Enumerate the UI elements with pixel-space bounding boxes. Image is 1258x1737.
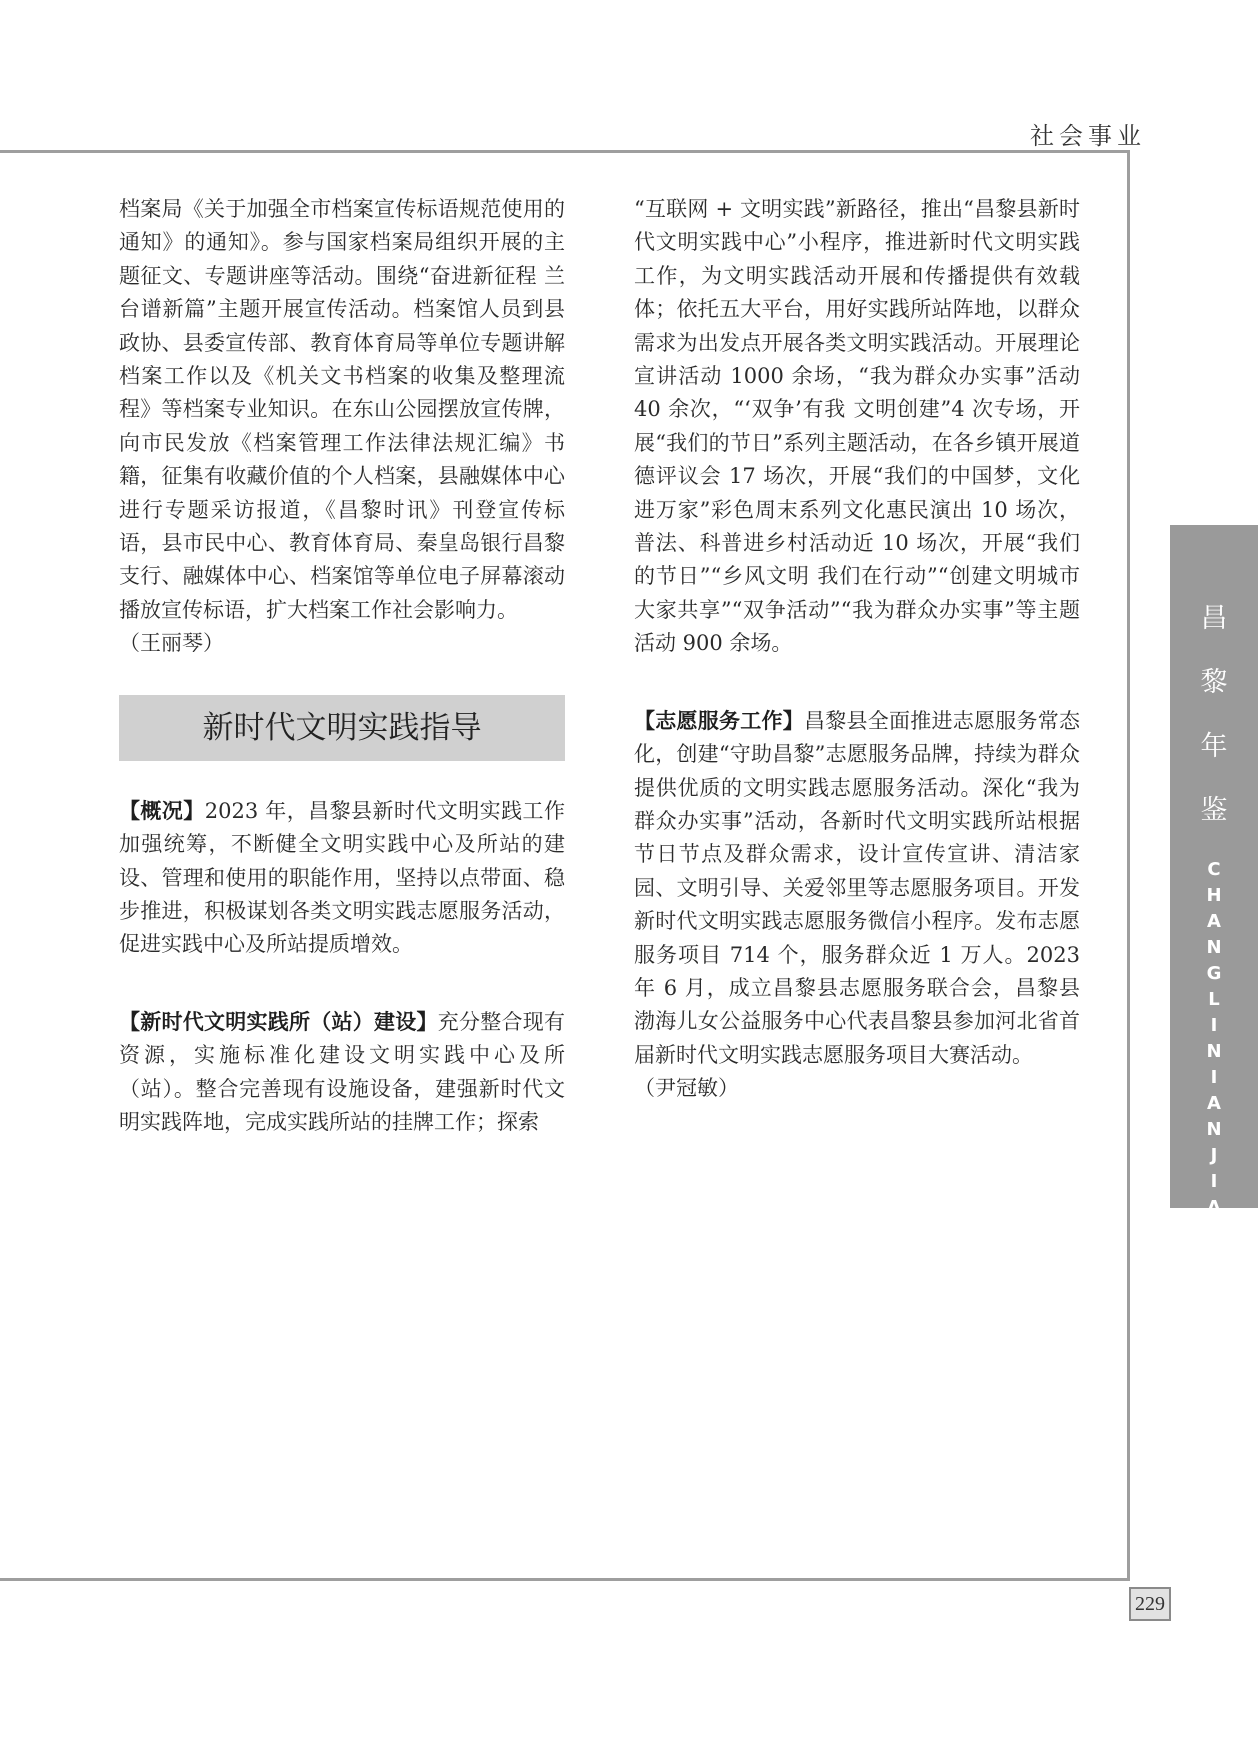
frame-top-rule: [0, 150, 1130, 153]
overview-paragraph: [119, 795, 565, 962]
side-tab-letter: G: [1206, 963, 1222, 984]
running-header-section-title: 社会事业: [1030, 122, 1146, 150]
author-credit: （尹冠敏）: [634, 1076, 739, 1101]
side-tab-chinese-title: [1170, 525, 1258, 843]
archive-publicity-paragraph: 档案局《关于加强全市档案宣传标语规范使用的通知》的通知》。参与国家档案局组织开展的主题征文、专题讲座等活动。围绕“奋进新征程 兰台谱新篇”主题开展宣传活动。档案馆人员到县政协、县委宣传部、教育体育局等单位专题讲解档案工作以及《机关文书档案的收集及整理流程》等档案专业知识。在东山公园摆放宣传牌，向市民发放《档案管理工作法律法规汇编》书籍，征集有收藏价值的个人档案，县融媒体中心进行专题采访报道，《昌黎时讯》刊登宣传标语，县市民中心、教育体育局、秦皇岛银行昌黎支行、融媒体中心、档案馆等单位电子屏幕滚动播放宣传标语，扩大档案工作社会影响力。: [119, 197, 565, 622]
side-tab-letter: I: [1210, 1171, 1218, 1192]
right-text-column: [634, 193, 1080, 1106]
side-tab-letter: N: [1206, 1119, 1222, 1140]
frame-bottom-rule: [0, 1578, 1130, 1581]
page-number: 229: [1129, 1587, 1171, 1621]
side-tab-char: 鉴: [1200, 795, 1228, 826]
construction-label: 【新时代文明实践所（站）建设】: [119, 1009, 438, 1034]
author-credit: （王丽琴）: [119, 631, 224, 656]
side-tab-char: 年: [1200, 731, 1228, 762]
section-heading: 新时代文明实践指导: [119, 695, 565, 761]
volunteer-service-paragraph: [634, 705, 1080, 1072]
side-tab-letter: A: [1207, 911, 1221, 932]
side-tab-letter: N: [1206, 1223, 1222, 1244]
yearbook-side-tab: [1170, 525, 1258, 1244]
construction-continuation-paragraph: “互联网 + 文明实践”新路径，推出“昌黎县新时代文明实践中心”小程序，推进新时代文明实践工作，为文明实践活动开展和传播提供有效载体；依托五大平台，用好实践所站阵地，以群众需求为出发点开展各类文明实践活动。开展理论宣讲活动 1000 余场，“我为群众办实事”活动 40 余次，“‘双争’有我 文明创建”4 次专场，开展“我们的节日”系列主题活动，在各乡镇开展道德评议会 17 场次，开展“我们的中国梦，文化进万家”彩色周末系列文化惠民演出 10 场次，普法、科普进乡村活动近 10 场次，开展“我们的节日”“乡风文明 我们在行动”“创建文明城市 大家共享”“双争活动”“我为群众办实事”等主题活动 900 余场。: [634, 197, 1080, 656]
left-text-column: [119, 193, 565, 1139]
side-tab-letter: I: [1210, 1015, 1218, 1036]
overview-text: 2023 年，昌黎县新时代文明实践工作加强统筹，不断健全文明实践中心及所站的建设、管理和使用的职能作用，坚持以点带面、稳步推进，积极谋划各类文明实践志愿服务活动，促进实践中心及所站提质增效。: [119, 798, 565, 957]
side-tab-letter: A: [1207, 1093, 1221, 1114]
side-tab-letter: L: [1208, 989, 1220, 1010]
side-tab-letter: C: [1207, 859, 1221, 880]
construction-text: 充分整合现有资源，实施标准化建设文明实践中心及所（站）。整合完善现有设施设备，建强新时代文明实践阵地，完成实践所站的挂牌工作；探索: [119, 1009, 565, 1134]
side-tab-letter: N: [1206, 1041, 1222, 1062]
frame-right-rule: [1127, 150, 1130, 1580]
construction-paragraph: [119, 1006, 565, 1140]
overview-label: 【概况】: [119, 798, 205, 823]
side-tab-char: 昌: [1200, 603, 1228, 634]
side-tab-letter: A: [1207, 1197, 1221, 1218]
side-tab-letter: H: [1206, 885, 1222, 906]
volunteer-service-text: 昌黎县全面推进志愿服务常态化，创建“守助昌黎”志愿服务品牌，持续为群众提供优质的文明实践志愿服务活动。深化“我为群众办实事”活动，各新时代文明实践所站根据节日节点及群众需求，设计宣传宣讲、清洁家园、文明引导、关爱邻里等志愿服务项目。开发新时代文明实践志愿服务微信小程序。发布志愿服务项目 714 个，服务群众近 1 万人。2023 年 6 月，成立昌黎县志愿服务联合会，昌黎县渤海儿女公益服务中心代表昌黎县参加河北省首届新时代文明实践志愿服务项目大赛活动。: [634, 708, 1080, 1067]
side-tab-letter: N: [1206, 937, 1222, 958]
side-tab-letter: J: [1210, 1145, 1218, 1166]
side-tab-char: 黎: [1200, 667, 1228, 698]
side-tab-letter: I: [1210, 1067, 1218, 1088]
volunteer-service-label: 【志愿服务工作】: [634, 708, 804, 733]
side-tab-pinyin-title: [1170, 857, 1258, 1247]
